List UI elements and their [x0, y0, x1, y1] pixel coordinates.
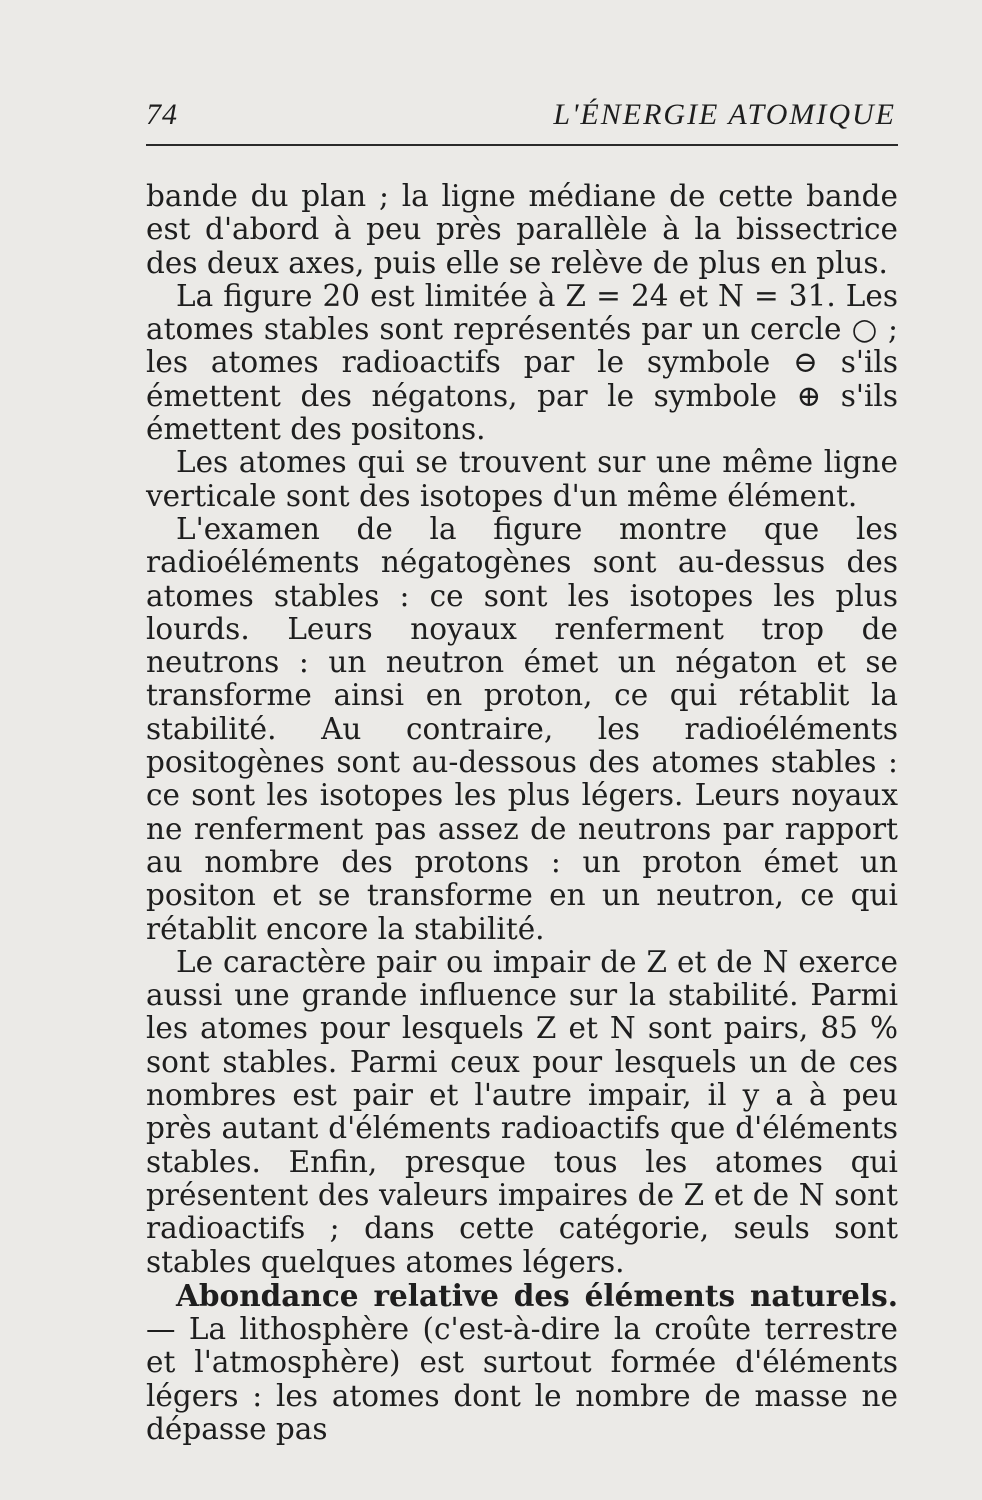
header-rule: [146, 144, 898, 146]
running-title: L'ÉNERGIE ATOMIQUE: [553, 98, 896, 131]
paragraph-examen: L'examen de la figure montre que les radioéléments négatogènes sont au-dessus des atomes stables : ce sont les isotopes les plus lourds. Leurs noyaux renferment trop de neutrons : un neutron émet un négaton et se transforme ainsi en proton, ce qui rétablit la stabilité. Au contraire, les radioéléments positogènes sont au-dessous des atomes stables : ce sont les isotopes les plus légers. Leurs noyaux ne renferment pas assez de neutrons par rapport au nombre des protons : un proton émet un positon et se transforme en un neutron, ce qui rétablit encore la stabilité.: [146, 511, 898, 946]
paragraph-isotopes: Les atomes qui se trouvent sur une même ligne verticale sont des isotopes d'un même élément.: [146, 445, 898, 513]
paragraph-abondance: [146, 1279, 898, 1446]
section-heading: Abondance relative des éléments naturels.: [176, 1277, 898, 1313]
body-text: [146, 180, 898, 1446]
paragraph-figure-legend: La figure 20 est limitée à Z = 24 et N = 31. Les atomes stables sont représentés par un cercle ○ ; les atomes radioactifs par le symbole ⊖ s'ils émettent des négatons, par le symbole ⊕ s'ils émettent des positons.: [146, 278, 898, 447]
page-header: [146, 96, 896, 136]
paragraph-parity: Le caractère pair ou impair de Z et de N exerce aussi une grande influence sur la stabilité. Parmi les atomes pour lesquels Z et N sont pairs, 85 % sont stables. Parmi ceux pour lesquels un de ces nombres est pair et l'autre impair, il y a à peu près autant d'éléments radioactifs que d'éléments stables. Enfin, presque tous les atomes qui présentent des valeurs impaires de Z et de N sont radioactifs ; dans cette catégorie, seuls sont stables quelques atomes légers.: [146, 944, 898, 1279]
page-number: 74: [146, 98, 178, 131]
section-text: — La lithosphère (c'est-à-dire la croûte terrestre et l'atmosphère) est surtout formée d'éléments légers : les atomes dont le nombre de masse ne dépasse pas: [146, 1312, 898, 1446]
paragraph-continuation: bande du plan ; la ligne médiane de cette bande est d'abord à peu près parallèle à la bissectrice des deux axes, puis elle se relève de plus en plus.: [146, 179, 898, 280]
